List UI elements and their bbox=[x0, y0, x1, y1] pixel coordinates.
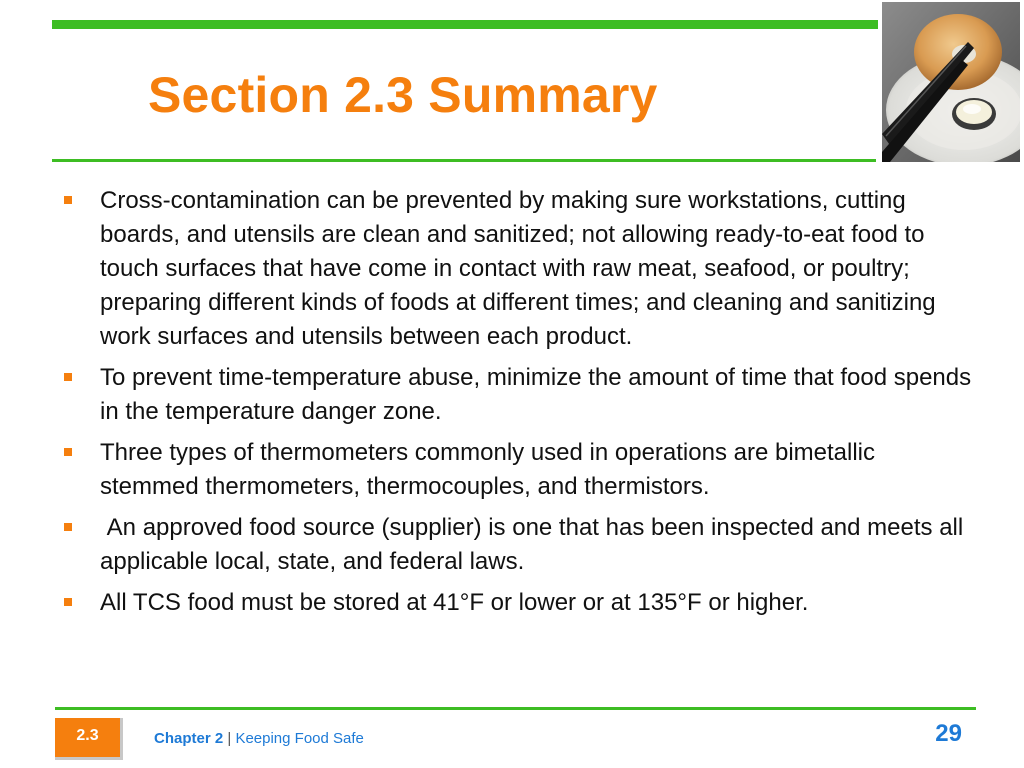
square-bullet-icon bbox=[64, 523, 72, 531]
bullet-text: Cross-contamination can be prevented by making sure workstations, cutting boards, and utensils are clean and sanitized; not allowing ready-to-eat food to touch surfaces that have come in contact with raw meat, seafood, or poultry; preparing different kinds of foods at different times; and cleaning and sanitizing work surfaces and utensils between each product. bbox=[100, 187, 936, 350]
bullet-text: Three types of thermometers commonly used in operations are bimetallic stemmed thermometers, thermocouples, and thermistors. bbox=[100, 439, 876, 500]
square-bullet-icon bbox=[64, 196, 72, 204]
list-item bbox=[60, 361, 980, 429]
title-underline bbox=[52, 159, 876, 162]
top-accent-bar bbox=[52, 20, 878, 29]
list-item bbox=[60, 184, 980, 354]
bullet-text: An approved food source (supplier) is one that has been inspected and meets all applicable local, state, and federal laws. bbox=[100, 514, 970, 575]
footer-rule bbox=[55, 707, 976, 710]
chapter-subtitle: Keeping Food Safe bbox=[235, 730, 364, 747]
square-bullet-icon bbox=[64, 373, 72, 381]
square-bullet-icon bbox=[64, 598, 72, 606]
section-badge: 2.3 bbox=[55, 718, 123, 760]
list-item bbox=[60, 511, 980, 579]
square-bullet-icon bbox=[64, 448, 72, 456]
bagel-tongs-photo bbox=[882, 2, 1020, 162]
bullet-text: All TCS food must be stored at 41°F or lower or at 135°F or higher. bbox=[100, 589, 809, 616]
list-item bbox=[60, 586, 980, 620]
bagel-tongs-illustration bbox=[882, 2, 1020, 162]
page-number: 29 bbox=[935, 720, 962, 747]
chapter-label: Chapter 2 bbox=[154, 730, 224, 747]
bullet-text: To prevent time-temperature abuse, minimize the amount of time that food spends in the temperature danger zone. bbox=[100, 364, 972, 425]
list-item bbox=[60, 436, 980, 504]
footer-separator: | bbox=[227, 730, 232, 747]
slide-title: Section 2.3 Summary bbox=[148, 67, 658, 123]
summary-bullet-list bbox=[60, 184, 980, 627]
footer-chapter-label bbox=[154, 730, 364, 747]
